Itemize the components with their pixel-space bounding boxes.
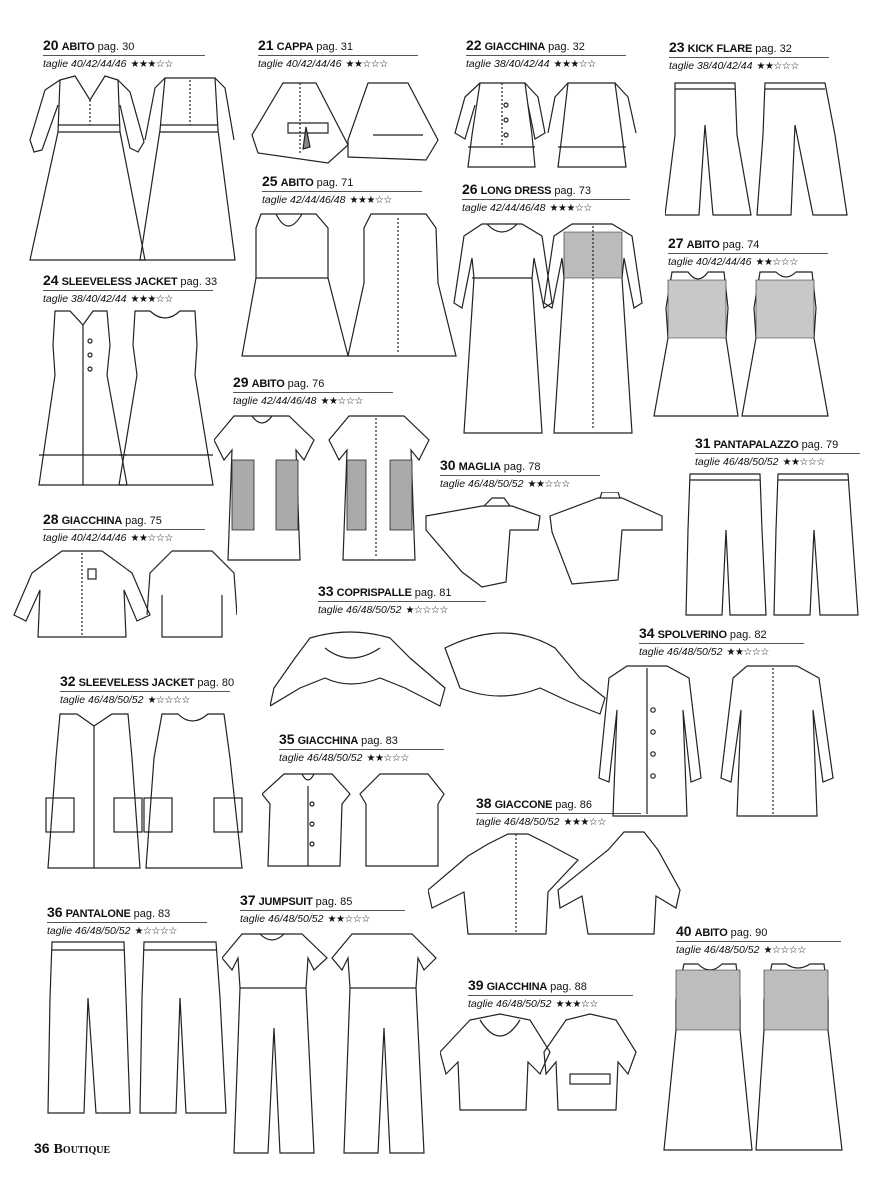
item-name: GIACCHINA [486,981,548,993]
header-rule [466,55,626,56]
item-name: KICK FLARE [687,43,753,55]
sketch-21-cape [248,75,443,170]
item-sizes: taglie 38/40/42/44 [669,60,753,72]
difficulty-stars: ★★★☆☆ [563,817,606,828]
sketch-37-jumpsuit [222,928,437,1158]
item-number: 38 [476,795,492,811]
item-23-header [669,40,829,74]
item-number: 37 [240,892,256,908]
header-rule [43,290,213,291]
sketch-30-sweater [422,492,667,592]
difficulty-stars: ★★☆☆☆ [756,61,799,72]
item-27-header [668,236,828,270]
item-sizes: taglie 40/42/44/46 [258,58,342,70]
item-number: 40 [676,923,692,939]
item-page: pag. 81 [414,587,452,599]
difficulty-stars: ★★☆☆☆ [782,457,825,468]
header-rule [60,691,230,692]
item-sizes: taglie 46/48/50/52 [240,913,324,925]
item-page: pag. 80 [197,677,235,689]
item-name: MAGLIA [458,461,501,473]
item-sizes: taglie 46/48/50/52 [318,604,402,616]
header-rule [639,643,804,644]
item-page: pag. 86 [555,799,592,811]
header-rule [258,55,418,56]
item-name: GIACCONE [494,799,553,811]
item-31-header [695,436,860,470]
item-page: pag. 83 [133,908,171,920]
header-rule [669,57,829,58]
item-name: GIACCHINA [297,735,359,747]
item-number: 21 [258,37,274,53]
difficulty-stars: ★★★☆☆ [130,294,173,305]
header-rule [676,941,841,942]
sketch-23-trousers [665,75,850,220]
item-34-header [639,626,804,660]
sketch-24-vest [35,305,240,495]
item-page: pag. 73 [554,185,592,197]
item-number: 27 [668,235,684,251]
header-rule [262,191,422,192]
item-sizes: taglie 40/42/44/46 [43,532,127,544]
item-number: 34 [639,625,655,641]
item-26-header [462,182,630,216]
item-22-header [466,38,626,72]
difficulty-stars: ★★☆☆☆ [726,647,769,658]
sketch-33-shrug [270,618,615,728]
difficulty-stars: ★★☆☆☆ [130,533,173,544]
item-number: 31 [695,435,711,451]
item-name: GIACCHINA [61,515,123,527]
sketch-27-dress [650,268,840,423]
item-page: pag. 74 [722,239,760,251]
header-rule [318,601,486,602]
item-number: 24 [43,272,59,288]
item-sizes: taglie 46/48/50/52 [60,694,144,706]
item-35-header [279,732,444,766]
item-24-header [43,272,218,307]
sketch-22-jacket [450,75,640,175]
item-name: LONG DRESS [480,185,552,197]
page-footer [34,1140,110,1158]
item-number: 29 [233,374,249,390]
header-rule [462,199,630,200]
header-rule [695,453,860,454]
item-30-header [440,458,600,492]
sketch-25-dress [236,208,466,363]
item-sizes: taglie 46/48/50/52 [279,752,363,764]
item-name: PANTALONE [65,908,131,920]
difficulty-stars: ★★★☆☆ [549,203,592,214]
sketch-40-dress [660,960,850,1155]
difficulty-stars: ★★★☆☆ [553,59,596,70]
item-name: SLEEVELESS JACKET [61,276,178,288]
item-number: 26 [462,181,478,197]
item-name: COPRISPALLE [336,587,412,599]
item-page: pag. 32 [548,41,585,53]
item-sizes: taglie 38/40/42/44 [43,293,127,305]
item-page: pag. 83 [361,735,398,747]
difficulty-stars: ★★★☆☆ [130,59,173,70]
item-number: 20 [43,37,59,53]
sketch-38-coat [428,830,683,940]
difficulty-stars: ★★☆☆☆ [345,59,388,70]
item-36-header [47,905,207,939]
item-21-header [258,38,418,72]
item-25-header [262,174,422,208]
item-name: PANTAPALAZZO [713,439,799,451]
sketch-20-dress [20,70,240,270]
difficulty-stars: ★☆☆☆☆ [405,605,448,616]
item-number: 30 [440,457,456,473]
item-name: GIACCHINA [484,41,546,53]
item-page: pag. 76 [287,378,325,390]
item-page: pag. 90 [730,927,768,939]
item-name: SLEEVELESS JACKET [78,677,195,689]
item-sizes: taglie 46/48/50/52 [639,646,723,658]
difficulty-stars: ★☆☆☆☆ [147,695,190,706]
item-number: 22 [466,37,482,53]
difficulty-stars: ★★☆☆☆ [320,396,363,407]
sketch-32-vest [42,708,252,873]
sketch-39-jacket [440,1012,640,1117]
item-name: SPOLVERINO [657,629,727,641]
item-sizes: taglie 38/40/42/44 [466,58,550,70]
sketch-35-jacket [262,768,447,873]
item-20-header [43,38,205,72]
item-name: ABITO [686,239,720,251]
item-sizes: taglie 40/42/44/46 [43,58,127,70]
item-page: pag. 88 [550,981,587,993]
item-29-header [233,375,393,409]
difficulty-stars: ★★☆☆☆ [527,479,570,490]
item-number: 36 [47,904,63,920]
difficulty-stars: ★★☆☆☆ [327,914,370,925]
item-page: pag. 82 [729,629,767,641]
item-40-header [676,924,841,958]
item-page: pag. 78 [503,461,541,473]
brand-logo: Boutique [53,1142,111,1157]
item-number: 28 [43,511,59,527]
sketch-26-long-dress [452,218,662,438]
item-number: 32 [60,673,76,689]
header-rule [279,749,444,750]
page-number: 36 [34,1140,50,1156]
header-rule [240,910,405,911]
sketch-28-jacket [12,545,237,645]
item-sizes: taglie 46/48/50/52 [468,998,552,1010]
header-rule [233,392,393,393]
header-rule [668,253,828,254]
item-page: pag. 79 [801,439,839,451]
item-sizes: taglie 46/48/50/52 [47,925,131,937]
item-name: JUMPSUIT [258,896,313,908]
item-28-header [43,512,205,546]
difficulty-stars: ★☆☆☆☆ [134,926,177,937]
item-sizes: taglie 42/44/46/48 [462,202,546,214]
item-number: 33 [318,583,334,599]
item-number: 39 [468,977,484,993]
header-rule [440,475,600,476]
sketch-36-trousers [44,938,234,1118]
item-name: CAPPA [276,41,314,53]
difficulty-stars: ★☆☆☆☆ [763,945,806,956]
sketch-34-duster [597,660,857,820]
item-number: 25 [262,173,278,189]
item-name: ABITO [694,927,728,939]
item-sizes: taglie 42/44/46/48 [233,395,317,407]
item-name: ABITO [251,378,285,390]
item-37-header [240,893,405,927]
item-page: pag. 32 [755,43,792,55]
item-page: pag. 33 [180,276,218,288]
header-rule [43,529,205,530]
item-page: pag. 75 [125,515,162,527]
item-page: pag. 71 [316,177,354,189]
item-page: pag. 30 [97,41,135,53]
difficulty-stars: ★★☆☆☆ [755,257,798,268]
header-rule [468,995,633,996]
item-number: 23 [669,39,685,55]
item-32-header [60,673,235,708]
item-name: ABITO [61,41,95,53]
item-sizes: taglie 46/48/50/52 [676,944,760,956]
item-sizes: taglie 46/48/50/52 [440,478,524,490]
difficulty-stars: ★★★☆☆ [349,195,392,206]
item-number: 35 [279,731,295,747]
sketch-29-dress [214,410,444,565]
header-rule [47,922,207,923]
difficulty-stars: ★★★☆☆ [555,999,598,1010]
item-sizes: taglie 46/48/50/52 [695,456,779,468]
item-sizes: taglie 46/48/50/52 [476,816,560,828]
item-page: pag. 85 [315,896,353,908]
header-rule [43,55,205,56]
item-name: ABITO [280,177,314,189]
item-page: pag. 31 [316,41,353,53]
item-sizes: taglie 42/44/46/48 [262,194,346,206]
difficulty-stars: ★★☆☆☆ [366,753,409,764]
item-sizes: taglie 40/42/44/46 [668,256,752,268]
sketch-31-trousers [682,470,862,620]
item-39-header [468,978,633,1012]
